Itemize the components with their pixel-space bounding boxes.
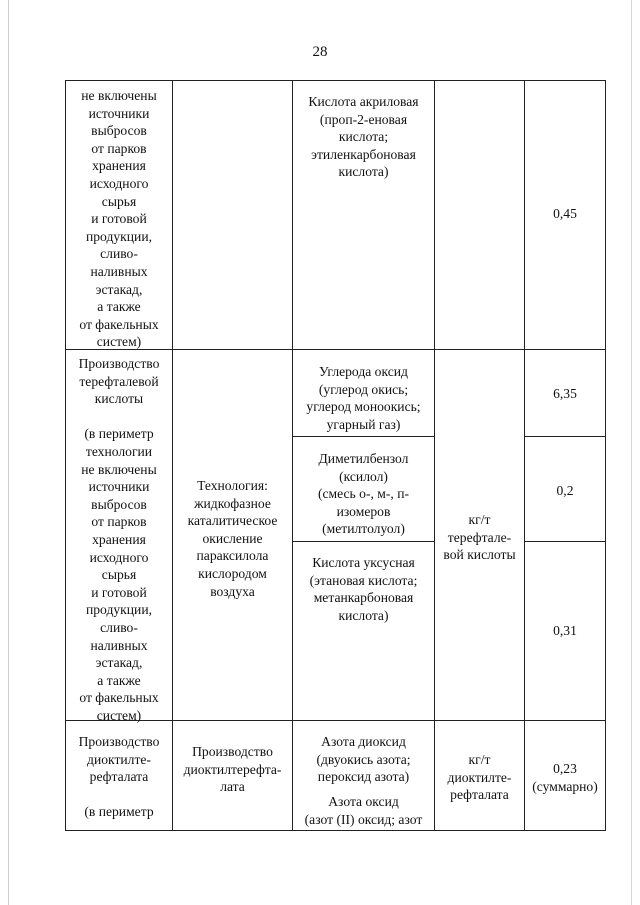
row3-process-name: Производство диоктилте- рефталата (в периметр bbox=[78, 734, 160, 820]
page-number: 28 bbox=[312, 44, 328, 60]
row3-pollutant-nitrogen-oxide: Азота оксид (азот (II) оксид; азот bbox=[304, 794, 423, 827]
row2-technology: Технология: жидкофазное каталитическое окисление параксилола кислородом воздуха bbox=[187, 478, 278, 599]
scan-edge-left bbox=[8, 0, 9, 905]
row2-pollutant-acetic-acid: Кислота уксусная (этановая кислота; метанкарбоновая кислота) bbox=[309, 555, 418, 623]
table-border-top bbox=[65, 80, 606, 81]
table-border-right bbox=[605, 80, 606, 831]
row2-value-carbon-monoxide: 6,35 bbox=[553, 386, 577, 401]
row1-value: 0,45 bbox=[553, 206, 577, 221]
scan-edge-right bbox=[631, 0, 632, 905]
row3-technology: Производство диоктилтерефта- лата bbox=[183, 744, 282, 795]
row1-pollutant-acrylic-acid: Кислота акриловая (проп-2-еновая кислота; этиленкарбоновая кислота) bbox=[308, 94, 419, 180]
pollutant-divider-1 bbox=[292, 436, 434, 437]
row2-pollutant-xylene: Диметилбензол (ксилол) (смесь о-, м-, п- изомеров (метилтолуол) bbox=[317, 451, 409, 537]
table-border-bottom bbox=[65, 830, 606, 831]
value-divider-2 bbox=[524, 541, 606, 542]
row2-pollutant-carbon-monoxide: Углерода оксид (углерод окись; углерод моноокись; угарный газ) bbox=[306, 364, 421, 432]
column-divider-3 bbox=[434, 80, 435, 831]
row1-source-note: не включены источники выбросов от парков хранения исходного сырья и готовой продукции, сливо- наливных эстакад, а также от факельных систем) bbox=[79, 88, 159, 350]
row2-process-name: Производство терефталевой кислоты (в периметр технологии не включены источники выбросов от парков хранения исходного сырья и готовой продукции, сливо- наливных эстакад, а также от факельных систем) bbox=[78, 356, 160, 723]
row2-unit: кг/т терефтале- вой кислоты bbox=[443, 512, 516, 563]
pollutant-divider-2 bbox=[292, 541, 434, 542]
column-divider-4 bbox=[524, 80, 525, 831]
value-divider-1 bbox=[524, 436, 606, 437]
column-divider-1 bbox=[172, 80, 173, 831]
row2-value-xylene: 0,2 bbox=[556, 483, 574, 498]
row3-value: 0,23 (суммарно) bbox=[532, 761, 598, 794]
row2-value-acetic-acid: 0,31 bbox=[553, 623, 577, 638]
row3-pollutant-nitrogen-dioxide: Азота диоксид (двуокись азота; пероксид азота) bbox=[316, 734, 411, 785]
row3-unit: кг/т диоктилте- рефталата bbox=[447, 752, 512, 803]
